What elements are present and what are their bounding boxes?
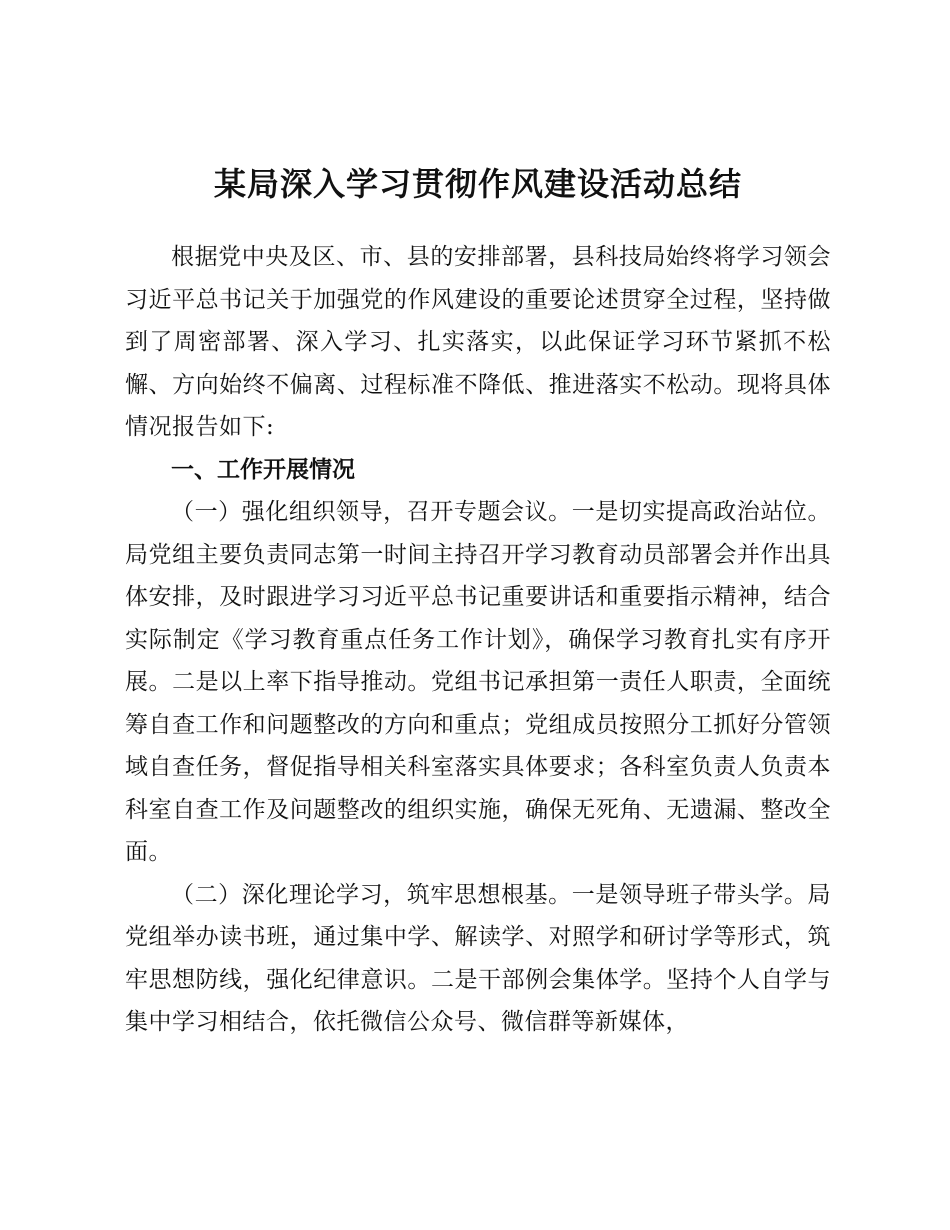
section-heading-work-progress: 一、工作开展情况 <box>171 456 355 483</box>
intro-paragraph: 根据党中央及区、市、县的安排部署，县科技局始终将学习领会习近平总书记关于加强党的作风建设的重要论述贯穿全过程，坚持做到了周密部署、深入学习、扎实落实，以此保证学习环节紧抓不松懈、方向始终不偏离、过程标准不降低、推进落实不松动。现将具体情况报告如下: <box>125 244 831 440</box>
subsection-theory-study: （二）深化理论学习，筑牢思想根基。一是领导班子带头学。局党组举办读书班，通过集中学、解读学、对照学和研讨学等形式，筑牢思想防线，强化纪律意识。二是干部例会集体学。坚持个人自学与集中学习相结合，依托微信公众号、微信群等新媒体， <box>125 881 831 1035</box>
document-page <box>125 160 831 1044</box>
document-title: 某局深入学习贯彻作风建设活动总结 <box>213 165 742 203</box>
subsection-organization-leadership: （一）强化组织领导，召开专题会议。一是切实提高政治站位。局党组主要负责同志第一时间主持召开学习教育动员部署会并作出具体安排，及时跟进学习习近平总书记重要讲话和重要指示精神，结合实际制定《学习教育重点任务工作计划》，确保学习教育扎实有序开展。二是以上率下指导推动。党组书记承担第一责任人职责，全面统筹自查工作和问题整改的方向和重点；党组成员按照分工抓好分管领域自查任务，督促指导相关科室落实具体要求；各科室负责人负责本科室自查工作及问题整改的组织实施，确保无死角、无遗漏、整改全面。 <box>125 499 831 865</box>
